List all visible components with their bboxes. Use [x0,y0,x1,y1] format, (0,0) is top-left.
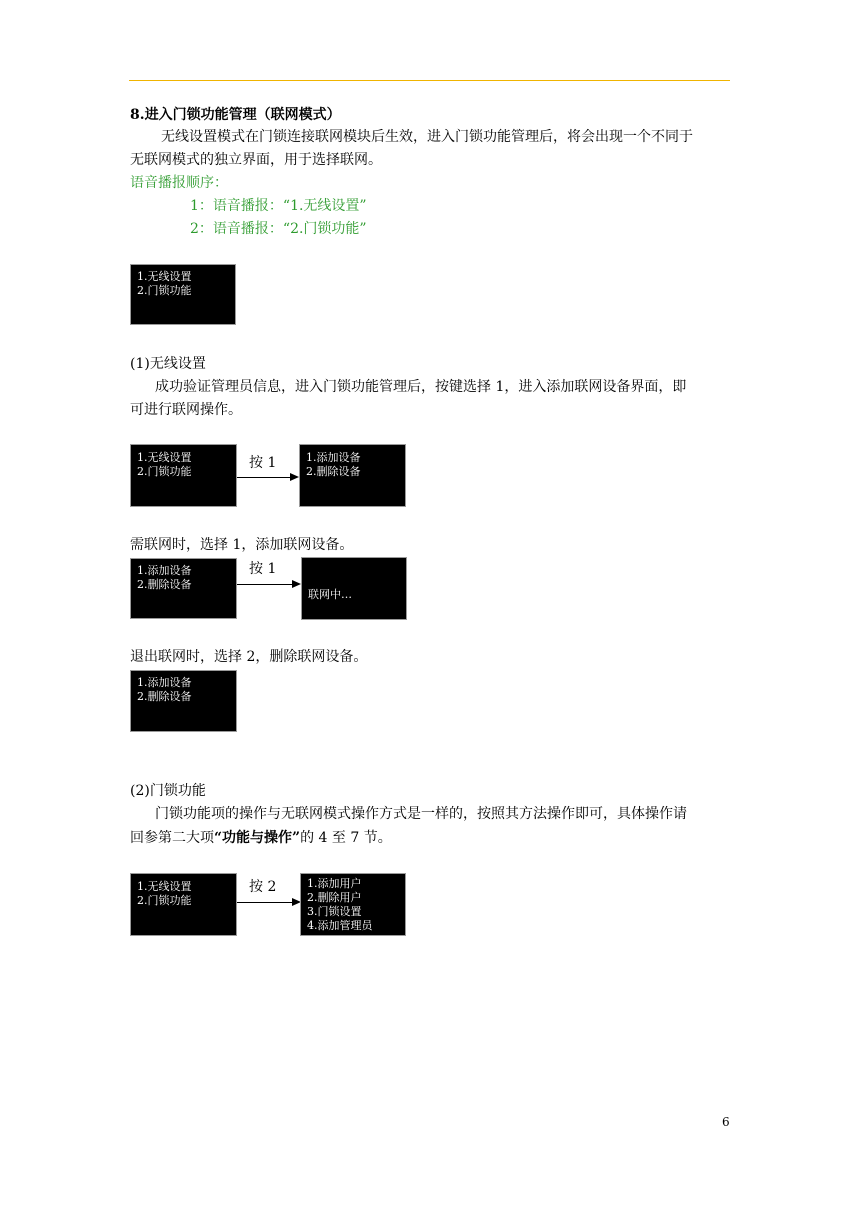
screen-line: 1.添加设备 [137,676,192,689]
screen-line: 2.删除设备 [306,465,361,478]
diagram2-left-screen [130,558,237,619]
intro-line-1: 无线设置模式在门锁连接联网模块后生效，进入门锁功能管理后，将会出现一个不同于 [161,129,693,145]
exit-network-text: 退出联网时，选择 2，删除联网设备。 [130,649,368,665]
screen-line: 2.删除用户 [307,891,362,904]
arrow-head-icon [290,473,299,481]
screen-line: 2.门锁功能 [137,465,192,478]
voice-order-title: 语音播报顺序： [130,175,228,191]
sub2-para-bold-ref: “功能与操作” [214,830,301,846]
page-number: 6 [722,1115,730,1129]
diagram2-arrow-label: 按 1 [249,561,277,577]
sub2-para-line-1: 门锁功能项的操作与无联网模式操作方式是一样的，按照其方法操作即可，具体操作请 [155,806,687,822]
arrow-head-icon [292,580,301,588]
screen-line: 1.添加设备 [137,564,192,577]
join-network-text: 需联网时，选择 1，添加联网设备。 [130,537,354,553]
section-heading: 8.进入门锁功能管理（联网模式） [130,107,341,123]
screen-line: 1.无线设置 [137,880,192,893]
screen-line: 4.添加管理员 [307,919,373,932]
sub1-para-line-2: 可进行联网操作。 [130,402,242,418]
screen-line: 2.门锁功能 [137,284,192,297]
main-menu-screen [130,264,236,325]
diagram2-arrow [237,584,293,585]
screen-line: 1.添加用户 [307,877,362,890]
diagram1-arrow-label: 按 1 [249,455,277,471]
diagram4-left-screen [130,873,237,936]
voice-item-1: 1：语音播报：“1.无线设置” [190,198,367,214]
connecting-status: 联网中… [308,588,352,601]
screen-line: 3.门锁设置 [307,905,362,918]
screen-line: 1.无线设置 [137,451,192,464]
screen-line: 2.门锁功能 [137,894,192,907]
diagram4-arrow [237,902,293,903]
diagram4-right-screen [300,873,406,936]
sub2-para-line-2 [130,829,392,847]
voice-item-2: 2：语音播报：“2.门锁功能” [190,221,367,237]
header-rule [129,80,730,81]
sub2-para-suffix: 的 4 至 7 节。 [300,830,392,846]
sub1-para-line-1: 成功验证管理员信息，进入门锁功能管理后，按键选择 1，进入添加联网设备界面，即 [155,379,687,395]
sub1-title: (1)无线设置 [130,356,206,372]
sub2-para-prefix: 回参第二大项 [130,830,214,846]
screen-line: 1.添加设备 [306,451,361,464]
diagram1-arrow [237,477,292,478]
diagram2-right-screen [301,557,407,620]
screen-line: 2.删除设备 [137,690,192,703]
diagram1-left-screen [130,444,237,507]
screen-line: 2.删除设备 [137,578,192,591]
screen-line: 1.无线设置 [137,270,192,283]
diagram4-arrow-label: 按 2 [249,879,277,895]
sub2-title: (2)门锁功能 [130,783,206,799]
intro-line-2: 无联网模式的独立界面，用于选择联网。 [130,152,382,168]
diagram1-right-screen [299,444,406,507]
diagram3-screen [130,670,237,732]
